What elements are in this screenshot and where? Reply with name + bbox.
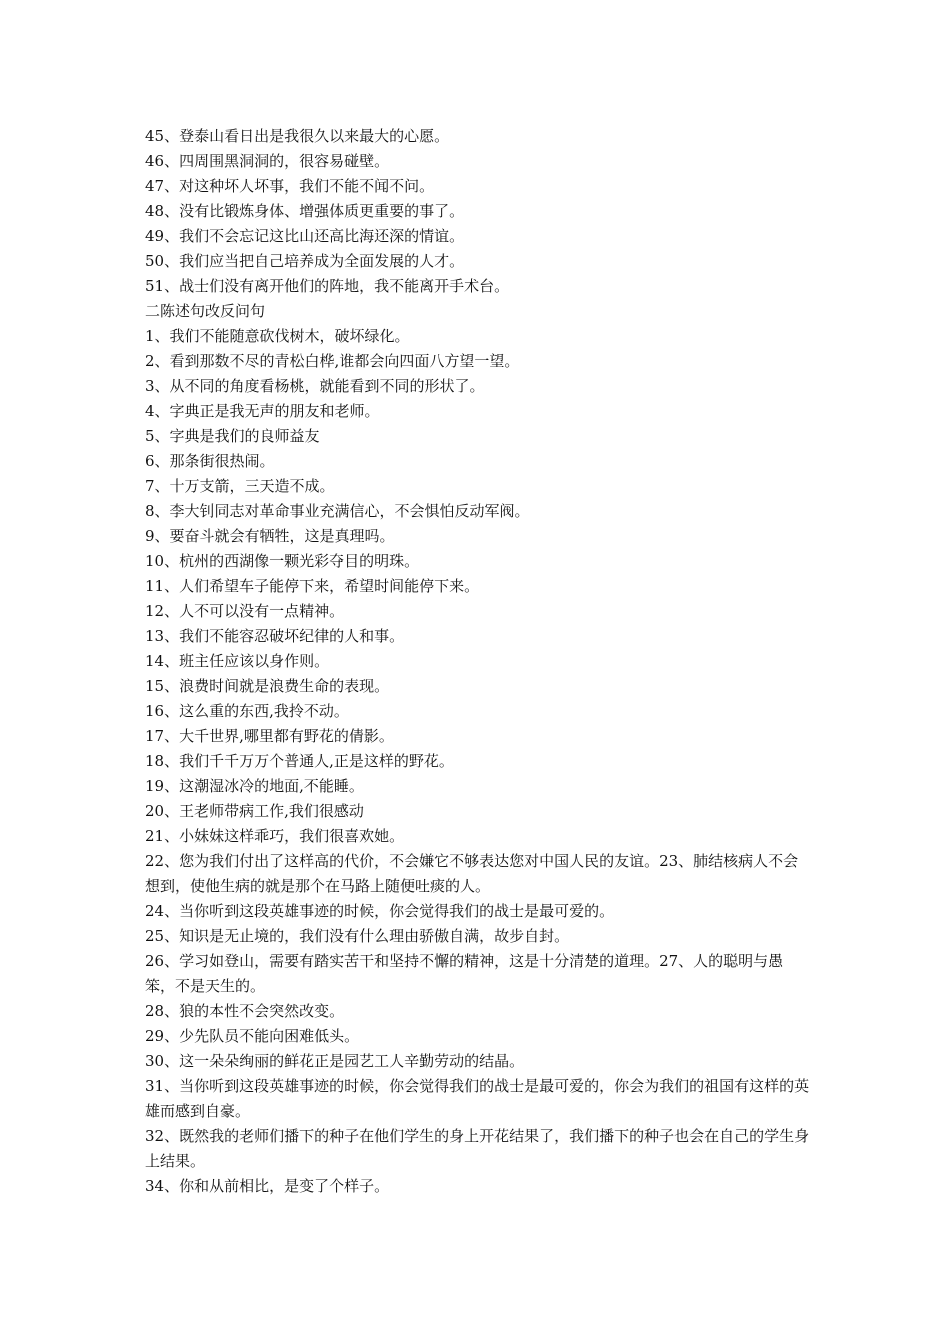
text-line: 6、那条街很热闹。 bbox=[145, 452, 275, 470]
text-line: 16、这么重的东西,我拎不动。 bbox=[145, 702, 349, 720]
text-line: 22、您为我们付出了这样高的代价，不会嫌它不够表达您对中国人民的友谊。23、肺结核病人不会想到，使他生病的就是那个在马路上随便吐痰的人。 bbox=[145, 852, 799, 895]
text-line: 5、字典是我们的良师益友 bbox=[145, 427, 320, 445]
text-line: 26、学习如登山，需要有踏实苦干和坚持不懈的精神，这是十分清楚的道理。27、人的聪明与愚笨，不是天生的。 bbox=[145, 952, 784, 995]
text-line: 34、你和从前相比，是变了个样子。 bbox=[145, 1177, 390, 1195]
document-body bbox=[145, 124, 810, 1199]
text-line: 2、看到那数不尽的青松白桦,谁都会向四面八方望一望。 bbox=[145, 352, 520, 370]
text-line: 29、少先队员不能向困难低头。 bbox=[145, 1027, 360, 1045]
text-line: 32、既然我的老师们播下的种子在他们学生的身上开花结果了，我们播下的种子也会在自己的学生身上结果。 bbox=[145, 1127, 810, 1170]
text-line: 8、李大钊同志对革命事业充满信心，不会惧怕反动军阀。 bbox=[145, 502, 530, 520]
text-line: 13、我们不能容忍破坏纪律的人和事。 bbox=[145, 627, 405, 645]
section-heading: 二陈述句改反问句 bbox=[145, 302, 266, 320]
text-line: 1、我们不能随意砍伐树木，破坏绿化。 bbox=[145, 327, 410, 345]
text-line: 28、狼的本性不会突然改变。 bbox=[145, 1002, 345, 1020]
text-line: 3、从不同的角度看杨桃，就能看到不同的形状了。 bbox=[145, 377, 485, 395]
text-line: 17、大千世界,哪里都有野花的倩影。 bbox=[145, 727, 394, 745]
text-line: 30、这一朵朵绚丽的鲜花正是园艺工人辛勤劳动的结晶。 bbox=[145, 1052, 525, 1070]
text-line: 9、要奋斗就会有牺牲，这是真理吗。 bbox=[145, 527, 395, 545]
text-line: 46、四周围黑洞洞的，很容易碰壁。 bbox=[145, 152, 390, 170]
text-line: 25、知识是无止境的，我们没有什么理由骄傲自满，故步自封。 bbox=[145, 927, 570, 945]
text-line: 48、没有比锻炼身体、增强体质更重要的事了。 bbox=[145, 202, 465, 220]
text-line: 18、我们千千万万个普通人,正是这样的野花。 bbox=[145, 752, 454, 770]
text-line: 4、字典正是我无声的朋友和老师。 bbox=[145, 402, 380, 420]
text-line: 14、班主任应该以身作则。 bbox=[145, 652, 330, 670]
text-line: 51、战士们没有离开他们的阵地，我不能离开手术台。 bbox=[145, 277, 510, 295]
text-line: 12、人不可以没有一点精神。 bbox=[145, 602, 345, 620]
text-line: 24、当你听到这段英雄事迹的时候，你会觉得我们的战士是最可爱的。 bbox=[145, 902, 615, 920]
text-line: 19、这潮湿冰冷的地面,不能睡。 bbox=[145, 777, 364, 795]
text-line: 11、人们希望车子能停下来，希望时间能停下来。 bbox=[145, 577, 480, 595]
text-line: 50、我们应当把自己培养成为全面发展的人才。 bbox=[145, 252, 465, 270]
text-line: 49、我们不会忘记这比山还高比海还深的情谊。 bbox=[145, 227, 465, 245]
text-line: 47、对这种坏人坏事，我们不能不闻不问。 bbox=[145, 177, 435, 195]
text-line: 20、王老师带病工作,我们很感动 bbox=[145, 802, 364, 820]
text-line: 21、小妹妹这样乖巧，我们很喜欢她。 bbox=[145, 827, 405, 845]
text-line: 31、当你听到这段英雄事迹的时候，你会觉得我们的战士是最可爱的，你会为我们的祖国有这样的英雄而感到自豪。 bbox=[145, 1077, 810, 1120]
text-line: 45、登泰山看日出是我很久以来最大的心愿。 bbox=[145, 127, 450, 145]
text-line: 10、杭州的西湖像一颗光彩夺目的明珠。 bbox=[145, 552, 420, 570]
text-line: 15、浪费时间就是浪费生命的表现。 bbox=[145, 677, 390, 695]
text-line: 7、十万支箭，三天造不成。 bbox=[145, 477, 335, 495]
